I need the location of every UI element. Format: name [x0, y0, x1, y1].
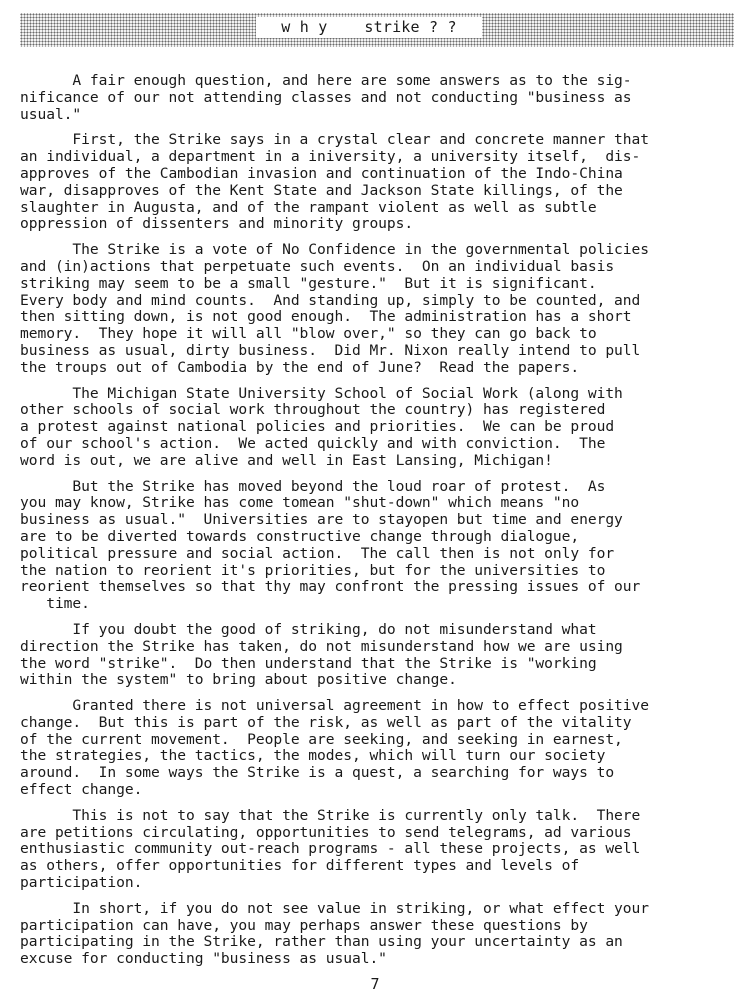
- page-title: w h y strike ? ?: [256, 17, 482, 38]
- paragraph-agreement: Granted there is not universal agreement in how to effect positive change. But this is part of the risk, as well as part of the vitality of the current movement. People are seeking, and seeking in earnest, the strategies, the tactics, the modes, which will turn our society around. In some ways the Strike is a quest, a searching for ways to effect change.: [20, 697, 650, 799]
- paragraph-msu: The Michigan State University School of Social Work (along with other schools of social work throughout the country) has registered a protest against national policies and priorities. We can be proud of our school's action. We acted quickly and with conviction. The word is out, we are alive and well in East Lansing, Michigan!: [20, 384, 623, 469]
- paragraph-first: First, the Strike says in a crystal clear and concrete manner that an individual, a department in a iniversity, a university itself, dis- approves of the Cambodian invasion and continuation of the Indo-China war, disapproves of the Kent State and Jackson State killings, of the slaughter in Augusta, and of the rampant violent as well as subtle oppression of dissenters and minority groups.: [20, 131, 650, 233]
- paragraph-no-confidence: The Strike is a vote of No Confidence in the governmental policies and (in)actions that perpetuate such events. On an individual basis striking may seem to be a small "gesture." But it is significant. Every body and mind counts. And standing up, simply to be counted, and then sitting down, is not good enough. The administration has a short memory. They hope it will all "blow over," so they can go back to business as usual, dirty business. Did Mr. Nixon really intend to pull the troups out of Cambodia by the end of June? Read the papers.: [20, 241, 650, 376]
- paragraph-intro: A fair enough question, and here are some answers as to the sig- nificance of our not attending classes and not conducting "business as usual.": [20, 72, 632, 123]
- paragraph-doubt: If you doubt the good of striking, do not misunderstand what direction the Strike has taken, do not misunderstand how we are using the word "strike". Do then understand that the Strike is "working within the system" to bring about positive change.: [20, 620, 623, 689]
- paragraph-beyond-protest: But the Strike has moved beyond the loud roar of protest. As you may know, Strike has come tomean "shut-down" which means "no business as usual." Universities are to stayopen but time and energy are to be diverted towards constructive change through dialogue, political pressure and social action. The call then is not only for the nation to reorient it's priorities, but for the universities to reorient themselves so that thy may confront the pressing issues of our time.: [20, 477, 641, 613]
- page-number: 7: [370, 975, 380, 993]
- paragraph-in-short: In short, if you do not see value in striking, or what effect your participation can have, you may perhaps answer these questions by participating in the Strike, rather than using your uncertainty as an excuse for conducting "business as usual.": [20, 899, 650, 968]
- article-body: [20, 73, 736, 977]
- paragraph-not-only-talk: This is not to say that the Strike is currently only talk. There are petitions circulating, opportunities to send telegrams, ad various enthusiastic community out-reach programs - all these projects, as well as others, offer opportunities for different types and levels of participation.: [20, 806, 641, 892]
